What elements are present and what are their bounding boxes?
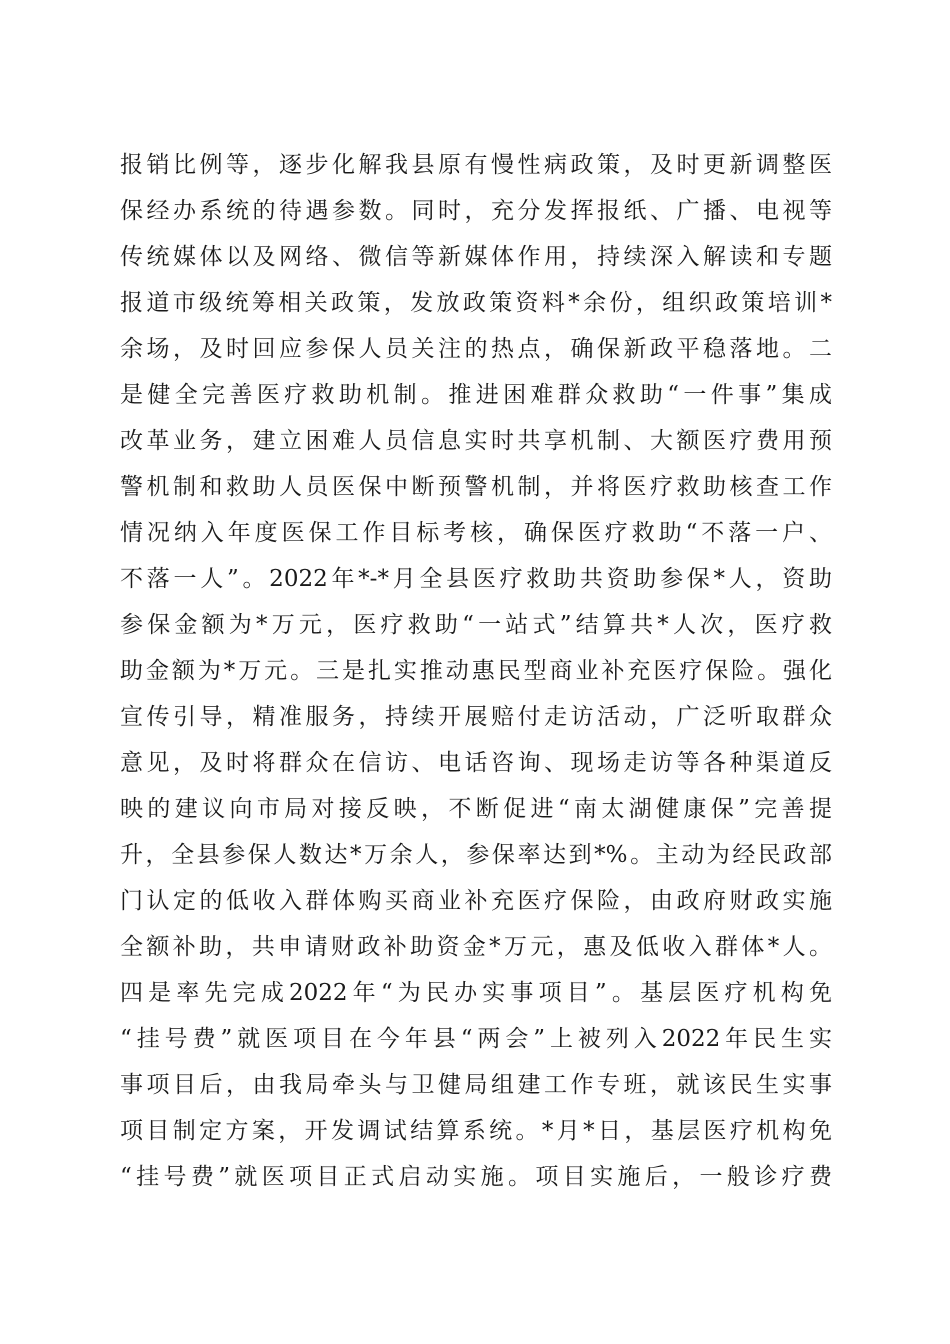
text-line: 警机制和救助人员医保中断预警机制，并将医疗救助核查工作	[120, 474, 832, 500]
text-line: 参保金额为*万元，医疗救助“一站式”结算共*人次，医疗救	[120, 612, 832, 638]
text-line: 改革业务，建立困难人员信息实时共享机制、大额医疗费用预	[120, 428, 832, 454]
text-line: 意见，及时将群众在信访、电话咨询、现场走访等各种渠道反	[120, 750, 832, 776]
text-line: 情况纳入年度医保工作目标考核，确保医疗救助“不落一户、	[120, 520, 832, 546]
text-line: 是健全完善医疗救助机制。推进困难群众救助“一件事”集成	[120, 382, 832, 408]
text-line: 报道市级统筹相关政策，发放政策资料*余份，组织政策培训*	[120, 290, 832, 316]
text-line: 四是率先完成2022年“为民办实事项目”。基层医疗机构免	[120, 980, 832, 1006]
text-line: 保经办系统的待遇参数。同时，充分发挥报纸、广播、电视等	[120, 198, 832, 224]
text-line: 不落一人”。2022年*-*月全县医疗救助共资助参保*人，资助	[120, 566, 832, 592]
text-line: “挂号费”就医项目在今年县“两会”上被列入2022年民生实	[120, 1026, 832, 1052]
text-line: 事项目后，由我局牵头与卫健局组建工作专班，就该民生实事	[120, 1072, 832, 1098]
text-line: 余场，及时回应参保人员关注的热点，确保新政平稳落地。二	[120, 336, 832, 362]
text-line: 升，全县参保人数达*万余人，参保率达到*%。主动为经民政部	[120, 842, 832, 868]
text-line: “挂号费”就医项目正式启动实施。项目实施后，一般诊疗费	[120, 1164, 832, 1190]
text-line: 映的建议向市局对接反映，不断促进“南太湖健康保”完善提	[120, 796, 832, 822]
text-line: 宣传引导，精准服务，持续开展赔付走访活动，广泛听取群众	[120, 704, 832, 730]
text-line: 项目制定方案，开发调试结算系统。*月*日，基层医疗机构免	[120, 1118, 832, 1144]
text-line: 门认定的低收入群体购买商业补充医疗保险，由政府财政实施	[120, 888, 832, 914]
text-line: 全额补助，共申请财政补助资金*万元，惠及低收入群体*人。	[120, 934, 832, 960]
text-line: 报销比例等，逐步化解我县原有慢性病政策，及时更新调整医	[120, 152, 832, 178]
text-line: 助金额为*万元。三是扎实推动惠民型商业补充医疗保险。强化	[120, 658, 832, 684]
text-line: 传统媒体以及网络、微信等新媒体作用，持续深入解读和专题	[120, 244, 832, 270]
body-paragraph	[120, 142, 832, 1200]
